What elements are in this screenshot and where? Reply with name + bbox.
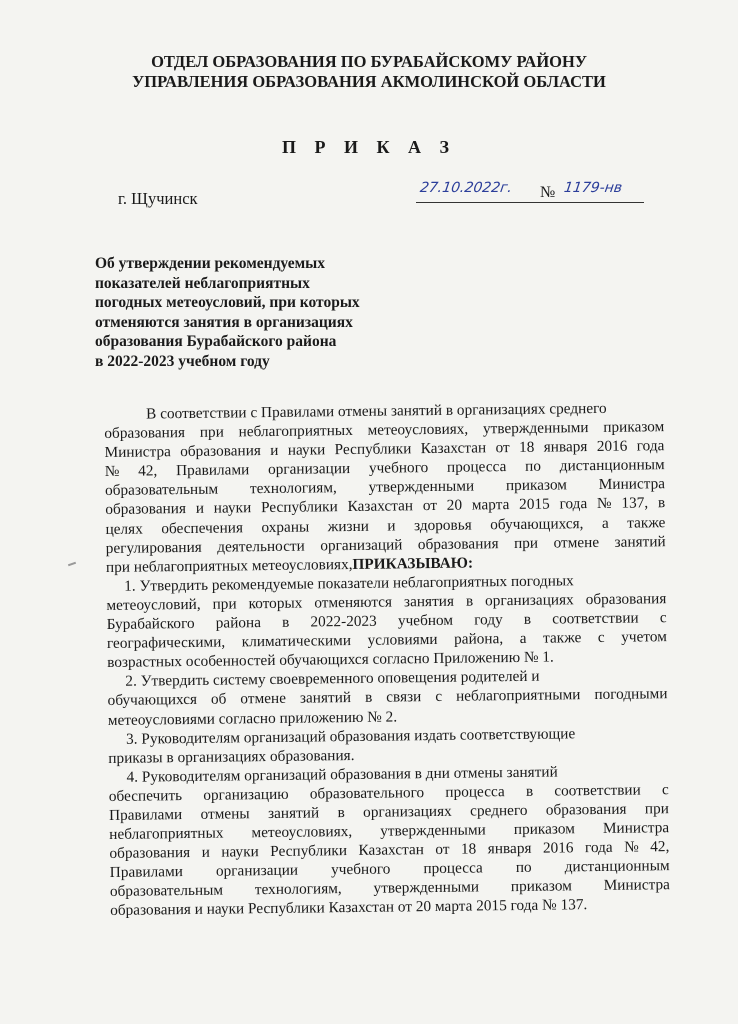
subject-line: показателей неблагоприятных <box>95 274 310 292</box>
paragraph-line: № 42, Правилами организации учебного процесса по дистанционным <box>104 456 665 481</box>
document-title: П Р И К А З <box>281 137 457 157</box>
item-4-line: неблагоприятных метеоусловиях, утвержденными приказом Министра <box>109 819 670 844</box>
item-4-line: Правилами организации учебного процесса по дистанционным <box>109 857 670 882</box>
item-4-line: образования и науки Республики Казахстан от 20 марта 2015 года № 137. <box>110 896 588 920</box>
item-2-line: обучающихся об отмене занятий в связи с неблагоприятными погодными <box>107 685 668 710</box>
order-body <box>104 398 670 920</box>
item-3-line: 3. Руководителям организаций образования издать соответствующие <box>125 724 576 748</box>
item-4-line: образования и науки Республики Казахстан от 18 января 2016 года № 42, <box>109 838 670 863</box>
paragraph-line: Министра образования и науки Республики Казахстан от 18 января 2016 года <box>104 437 665 462</box>
order-keyword: ПРИКАЗЫВАЮ: <box>352 554 474 573</box>
city: г. Щучинск <box>118 189 198 208</box>
item-1-line: 1. Утвердить рекомендуемые показатели неблагоприятных погодных <box>124 572 574 595</box>
subject-line: погодных метеоусловий, при которых <box>95 294 360 312</box>
order-subject <box>95 254 360 372</box>
paragraph-line: образовательным технологиям, утвержденными приказом Министра <box>104 475 666 500</box>
subject-line: в 2022-2023 учебном году <box>95 352 270 370</box>
item-4-line: образовательным технологиям, утвержденными приказом Министра <box>109 876 671 901</box>
paragraph-line: образования при неблагоприятных метеоусловиях, утвержденными приказом <box>104 418 665 443</box>
handwritten-number: 1179-нв <box>562 180 624 196</box>
date-underline <box>416 202 644 203</box>
date-number-block <box>416 178 646 208</box>
document-header <box>0 52 738 92</box>
item-4-line: обеспечить организацию образовательного процесса в соответствии с <box>108 781 669 805</box>
subject-line: образования Бурабайского района <box>95 333 337 351</box>
item-1-line: метеоусловий, при которых отменяются занятия в организациях образования <box>106 590 667 614</box>
item-2-line: метеоусловиями согласно приложению № 2. <box>107 707 398 729</box>
item-3-line: приказы в организациях образования. <box>108 746 355 767</box>
item-2-line: 2. Утвердить систему своевременного оповещения родителей и <box>125 668 540 691</box>
subject-line: Об утверждении рекомендуемых <box>95 255 325 272</box>
paragraph-line: при неблагоприятных метеоусловиях, ПРИКАЗЫВАЮ: <box>105 554 474 576</box>
paragraph-line: образования и науки Республики Казахстан от 20 марта 2015 года № 137, в <box>105 494 666 519</box>
item-1-line: географическими, климатическими условиями района, а также с учетом <box>106 628 667 653</box>
item-1-line: Бурабайского района в 2022-2023 учебном году в соответствии с <box>106 609 667 634</box>
handwritten-date: 27.10.2022г. <box>418 180 514 196</box>
paragraph-line: В соответствии с Правилами отмены занятий в организациях среднего <box>146 399 607 423</box>
number-label: № <box>540 184 556 201</box>
paragraph-line: регулирования деятельности организаций образования при отмене занятий <box>105 532 666 557</box>
header-line-1: ОТДЕЛ ОБРАЗОВАНИЯ ПО БУРАБАЙСКОМУ РАЙОНУ <box>151 52 587 71</box>
scan-speck <box>68 562 76 567</box>
subject-line: отменяются занятия в организациях <box>95 313 353 331</box>
item-4-line: 4. Руководителям организаций образования в дни отмены занятий <box>126 763 558 786</box>
item-4-line: Правилами отмены занятий в организациях среднего образования при <box>108 800 670 824</box>
paragraph-line: целях обеспечения охраны жизни и здоровья обучающихся, а также <box>105 513 666 538</box>
item-1-line: возрастных особенностей обучающихся согласно Приложению № 1. <box>107 648 554 672</box>
header-line-2: УПРАВЛЕНИЯ ОБРАЗОВАНИЯ АКМОЛИНСКОЙ ОБЛАСТИ <box>132 72 606 91</box>
